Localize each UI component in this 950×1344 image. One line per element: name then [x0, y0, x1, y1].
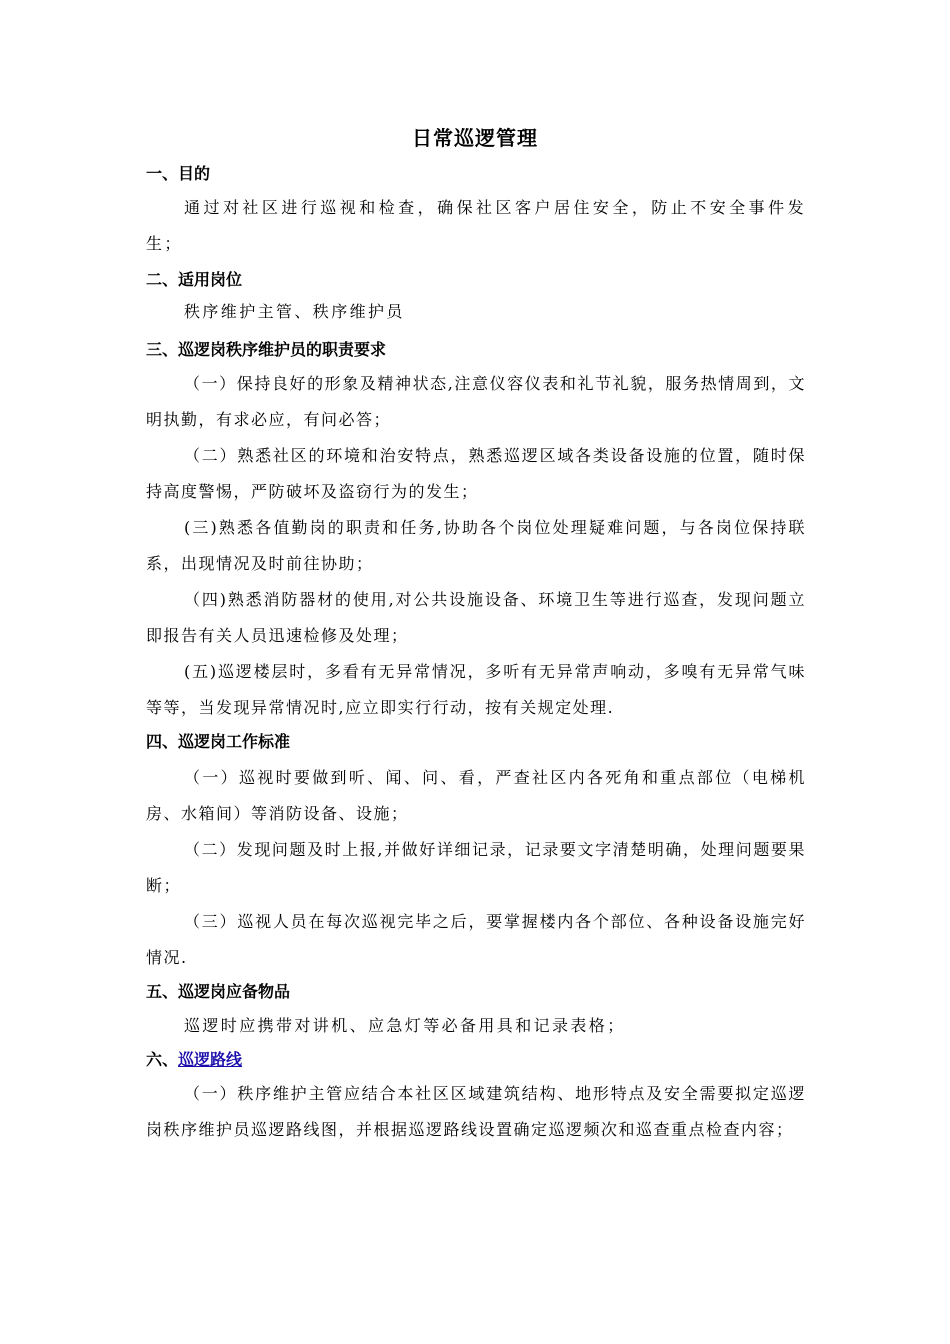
section-heading-standards: 四、巡逻岗工作标准	[146, 732, 291, 751]
document-title: 日常巡逻管理	[412, 126, 538, 150]
section-heading-patrol-route	[146, 1050, 242, 1070]
patrol-route-link[interactable]: 巡逻路线	[178, 1050, 243, 1069]
paragraph-equipment: 巡逻时应携带对讲机、应急灯等必备用具和记录表格；	[184, 1016, 626, 1035]
section-heading-applicable-posts: 二、适用岗位	[146, 270, 243, 289]
paragraph-patrol-route-1: （一）秩序维护主管应结合本社区区域建筑结构、地形特点及安全需要拟定巡逻岗秩序维护员巡逻路线图，并根据巡逻路线设置确定巡逻频次和巡查重点检查内容；	[146, 1084, 806, 1139]
section-number: 六、	[146, 1050, 179, 1069]
section-heading-equipment: 五、巡逻岗应备物品	[146, 982, 291, 1001]
paragraph-duty-3: (三)熟悉各值勤岗的职责和任务,协助各个岗位处理疑难问题，与各岗位保持联系，出现情况及时前往协助；	[146, 518, 806, 573]
paragraph-duty-1: （一）保持良好的形象及精神状态,注意仪容仪表和礼节礼貌，服务热情周到，文明执勤，有求必应，有问必答；	[146, 374, 806, 429]
paragraph-standard-3: （三）巡视人员在每次巡视完毕之后，要掌握楼内各个部位、各种设备设施完好情况.	[146, 912, 806, 967]
paragraph-standard-1: （一）巡视时要做到听、闻、问、看，严查社区内各死角和重点部位（电梯机房、水箱间）等消防设备、设施；	[146, 768, 806, 823]
paragraph-duty-2: （二）熟悉社区的环境和治安特点，熟悉巡逻区域各类设备设施的位置，随时保持高度警惕，严防破坏及盗窃行为的发生；	[146, 446, 806, 501]
section-heading-purpose: 一、目的	[146, 164, 211, 183]
paragraph-purpose: 通过对社区进行巡视和检查，确保社区客户居住安全，防止不安全事件发生；	[146, 198, 806, 253]
paragraph-duty-5: (五)巡逻楼层时，多看有无异常情况，多听有无异常声响动，多嗅有无异常气味等等，当发现异常情况时,应立即实行行动，按有关规定处理.	[146, 662, 806, 717]
section-heading-duties: 三、巡逻岗秩序维护员的职责要求	[146, 340, 387, 359]
paragraph-standard-2: （二）发现问题及时上报,并做好详细记录，记录要文字清楚明确，处理问题要果断；	[146, 840, 806, 895]
paragraph-duty-4: （四)熟悉消防器材的使用,对公共设施设备、环境卫生等进行巡查，发现问题立即报告有关人员迅速检修及处理；	[146, 590, 806, 645]
paragraph-applicable-posts: 秩序维护主管、秩序维护员	[184, 302, 405, 321]
